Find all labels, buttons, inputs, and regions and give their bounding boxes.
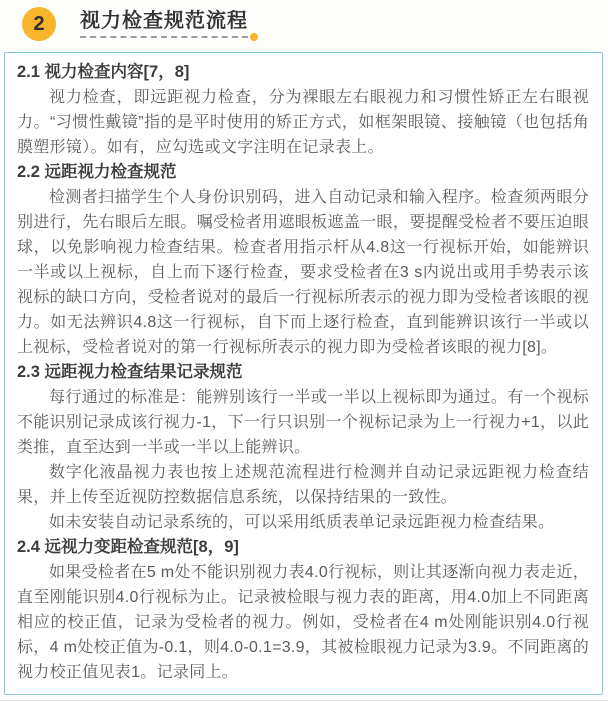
section-header — [0, 0, 608, 45]
page-title: 视力检查规范流程 — [80, 10, 248, 32]
section-number: 2 — [33, 12, 45, 35]
paragraph: 如未安装自动记录系统的，可以采用纸质表单记录远距视力检查结果。 — [49, 514, 555, 531]
section-title-wrap — [80, 7, 248, 38]
paragraph: 每行通过的标准是：能辨别该行一半或一半以上视标即为通过。有一个视标不能识别记录成该行视力-1，下一行只识别一个视标记录为上一行视力+1，以此类推，直至达到一半或一半以上能辨识。 — [17, 389, 589, 456]
title-underline — [80, 36, 248, 38]
subsection-heading-2-2: 2.2 远距视力检查规范 — [17, 163, 177, 181]
subsection-heading-2-1: 2.1 视力检查内容[7，8] — [17, 63, 190, 81]
paragraph: 检测者扫描学生个人身份识别码，进入自动记录和输入程序。检查须两眼分别进行，先右眼后左眼。嘱受检者用遮眼板遮盖一眼，要提醒受检者不要压迫眼球，以免影响视力检查结果。检查者用指示杆从4.8这一行视标开始，如能辨识一半或以上视标，自上而下逐行检查，要求受检者在3 s内说出或用手势表示该视标的缺口方向，受检者说对的最后一行视标所表示的视力即为受检者该眼的视力。如无法辨识4.8这一行视标，自下而上逐行检查，直到能辨识该行一半或以上视标，受检者说对的第一行视标所表示的视力即为受检者该眼的视力[8]。 — [17, 189, 589, 356]
underline-dot — [250, 33, 258, 41]
paragraph: 视力检查，即远距视力检查，分为裸眼左右眼视力和习惯性矫正左右眼视力。“习惯性戴镜”指的是平时使用的矫正方式，如框架眼镜、接触镜（也包括角膜塑形镜）。如有，应勾选或文字注明在记录表上。 — [17, 89, 589, 156]
bottom-divider — [0, 700, 608, 701]
subsection-heading-2-4: 2.4 远视力变距检查规范[8，9] — [17, 538, 239, 556]
section-number-badge — [22, 7, 56, 41]
paragraph: 如果受检者在5 m处不能识别视力表4.0行视标，则让其逐渐向视力表走近，直至刚能识别4.0行视标为止。记录被检眼与视力表的距离，用4.0加上不同距离相应的校正值，记录为受检者的视力。例如，受检者在4 m处刚能识别4.0行视标，4 m处校正值为-0.1，则4.0-0.1=3.9，其被检眼视力记录为3.9。不同距离的视力校正值见表1。记录同上。 — [17, 564, 589, 681]
subsection-heading-2-3: 2.3 远距视力检查结果记录规范 — [17, 363, 243, 381]
paragraph: 数字化液晶视力表也按上述规范流程进行检测并自动记录远距视力检查结果，并上传至近视防控数据信息系统，以保持结果的一致性。 — [17, 464, 589, 506]
content-panel — [4, 52, 603, 695]
